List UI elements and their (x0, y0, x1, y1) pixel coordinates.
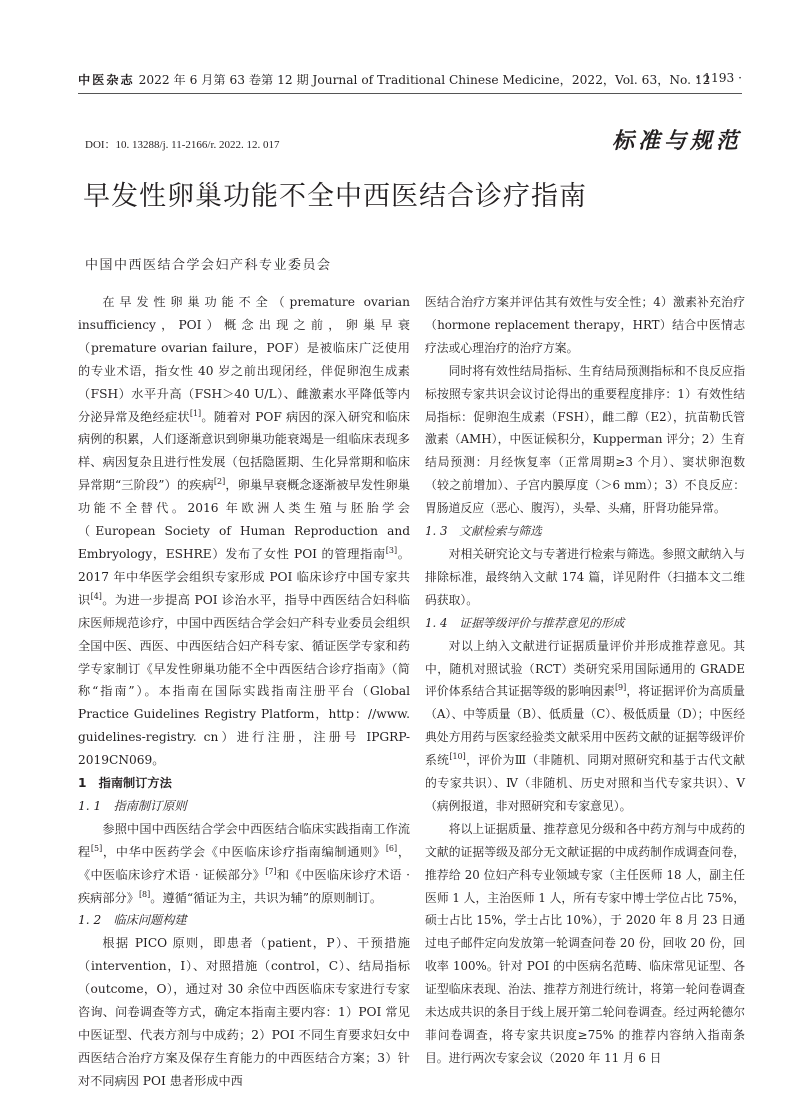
text-run: 对以上纳入文献进行证据质量评价并形成推荐意见。其中，随机对照试验（RCT）类研究采用国际通用的 GRADE 评价体系结合其证据等级的影响因素 (425, 638, 745, 699)
article-title: 早发性卵巢功能不全中西医结合诊疗指南 (83, 181, 587, 212)
citation-ref: [9] (614, 683, 627, 693)
text-run: ，将证据评价为高质量（A）、中等质量（B）、低质量（C）、极低质量（D）；中医经典处方用药与医家经验类文献采用中医药文献的证据等级评价系统 (425, 684, 745, 768)
text-run: ，《中医临床诊疗术语 · 证候部分》 (78, 844, 411, 882)
subsection-heading: 1. 1 指南制订原则 (78, 798, 187, 813)
left-column (78, 291, 410, 1093)
body-paragraph: 同时将有效性结局指标、生育结局预测指标和不良反应指标按照专家共识会议讨论得出的重要程度排序：1）有效性结局指标：促卵泡生成素（FSH），雌二醇（E2），抗苗勒氏管激素（AMH），中医证候积分，Kupperman 评分；2）生育结局预测：月经恢复率（正常周期≥3 个月）、窦状卵泡数（较之前增加）、子宫内膜厚度（＞6 mm）；3）不良反应：胃肠道反应（恶心、腹泻），头晕、头痛，肝肾功能异常。 (425, 363, 745, 516)
citation-ref: [8] (138, 889, 151, 899)
body-paragraph: 根据 PICO 原则，即患者（patient，P）、干预措施（intervention，I）、对照措施（control，C）、结局指标（outcome，O），通过对 30 余位中西医临床专家进行专家咨询、问卷调查等方式，确定本指南主要内容：1）POI 常见中医证型、代表方剂与中成药；2）POI 不同生育要求妇女中西医结合治疗方案及保存生育能力的中西医结合方案；3）针对不同病因 POI 患者形成中西 (78, 936, 410, 1088)
citation-ref: [2] (213, 477, 226, 487)
citation-ref: [4] (90, 591, 102, 601)
body-paragraph (425, 635, 745, 818)
text-run: 。为进一步提高 POI 诊治水平，指导中西医结合妇科临床医师规范诊疗，中国中西医结合学会妇产科专业委员会组织全国中医、西医、中西医结合妇产科专家、循证医学专家和药学专家制订《早发性卵巢功能不全中西医结合诊疗指南》（简称“指南”）。本指南在国际实践指南注册平台（Global Practice Guidelines Registry Platform，http：//www. guidelines-registry. cn）进行注册，注册号 IPGRP-2019CN069。 (78, 592, 410, 768)
subsection-heading: 1. 4 证据等级评价与推荐意见的形成 (425, 615, 625, 630)
text-run: ，中华中医药学会《中医临床诊疗指南编制通则》 (102, 844, 386, 859)
journal-citation: 2022 年 6 月第 63 卷第 12 期 Journal of Traditional Chinese Medicine，2022，Vol. 63，No. 12 (138, 73, 711, 87)
text-run: ，卵巢早衰概念逐渐被早发性卵巢功能不全替代。2016 年欧洲人类生殖与胚胎学会（European Society of Human Reproduction and Embryology，ESHRE）发布了女性 POI 的管理指南 (78, 478, 411, 561)
text-run: 在早发性卵巢功能不全（premature ovarian insufficiency，POI）概念出现之前，卵巢早衰（premature ovarian failure，POF）是被临床广泛使用的专业术语，指女性 40 岁之前出现闭经，伴促卵泡生成素（FSH）水平升高（FSH＞40 U/L）、雌激素水平降低等内分泌异常及绝经症状 (78, 295, 410, 424)
page-number: · 1193 · (695, 71, 742, 85)
text-run: 。遵循“循证为主，共识为辅”的原则制订。 (150, 890, 383, 905)
author-line: 中国中西医结合学会妇产科专业委员会 (85, 258, 332, 273)
section-heading: 1 指南制订方法 (78, 776, 172, 791)
body-paragraph: 将以上证据质量、推荐意见分级和各中药方剂与中成药的文献的证据等级及部分无文献证据的中成药制作成调查问卷，推荐给 20 位妇产科专业领域专家（主任医师 18 人，副主任医师 1 人，主治医师 1 人，所有专家中博士学位占比 75%，硕士占比 15%，学士占比 10%），于 2020 年 8 月 23 日通过电子邮件定向发放第一轮调查问卷 20 份，回收 20 份，回收率 100%。针对 POI 的中医病名范畴、临床常见证型、各证型临床表现、治法、推荐方剂进行统计，将第一轮问卷调查未达成共识的条目于线上展开第二轮问卷调查。经过两轮德尔菲问卷调查，将专家共识度≥75% 的推荐内容纳入指南条目。进行两次专家会议（2020 年 11 月 6 日 (425, 821, 745, 1065)
text-run: 。随着对 POF 病因的深入研究和临床病例的积累，人们逐渐意识到卵巢功能衰竭是一组临床表现多样、病因复杂且进行性发展（包括隐匿期、生化异常期和临床异常期“三阶段”）的疾病 (78, 409, 410, 493)
text-run: 。2017 年中华医学会组织专家形成 POI 临床诊疗中国专家共识 (78, 546, 410, 607)
running-header (78, 71, 742, 91)
citation-ref: [3] (385, 545, 398, 555)
right-column (425, 291, 745, 1070)
journal-name: 中医杂志 (78, 73, 135, 87)
subsection-heading: 1. 3 文献检索与筛选 (425, 524, 542, 539)
doi: DOI：10. 13288/j. 11-2166/r. 2022. 12. 017 (85, 139, 280, 151)
header-rule (78, 93, 742, 94)
citation-ref: [5] (90, 843, 103, 853)
section-category: 标准与规范 (611, 128, 742, 154)
subsection-heading: 1. 2 临床问题构建 (78, 913, 187, 928)
text-run: 和《中医临床诊疗术语 · 疾病部分》 (78, 867, 410, 905)
intro-paragraph (78, 291, 410, 772)
body-paragraph (78, 818, 410, 910)
citation-ref: [1] (189, 408, 202, 418)
text-run: ，评价为Ⅲ（非随机、同期对照研究和基于古代文献的专家共识）、Ⅳ（非随机、历史对照和当代专家共识）、Ⅴ（病例报道，非对照研究和专家意见）。 (425, 753, 745, 813)
citation-ref: [7] (265, 866, 277, 876)
citation-ref: [6] (385, 843, 398, 853)
body-paragraph-continued: 医结合治疗方案并评估其有效性与安全性；4）激素补充治疗（hormone replacement therapy，HRT）结合中医情志疗法或心理治疗的治疗方案。 (425, 295, 745, 355)
text-run: 参照中国中西医结合学会中西医结合临床实践指南工作流程 (78, 821, 410, 859)
body-paragraph: 对相关研究论文与专著进行检索与筛选。参照文献纳入与排除标准，最终纳入文献 174 篇，详见附件（扫描本文二维码获取）。 (425, 546, 745, 607)
citation-ref: [10] (449, 752, 466, 762)
